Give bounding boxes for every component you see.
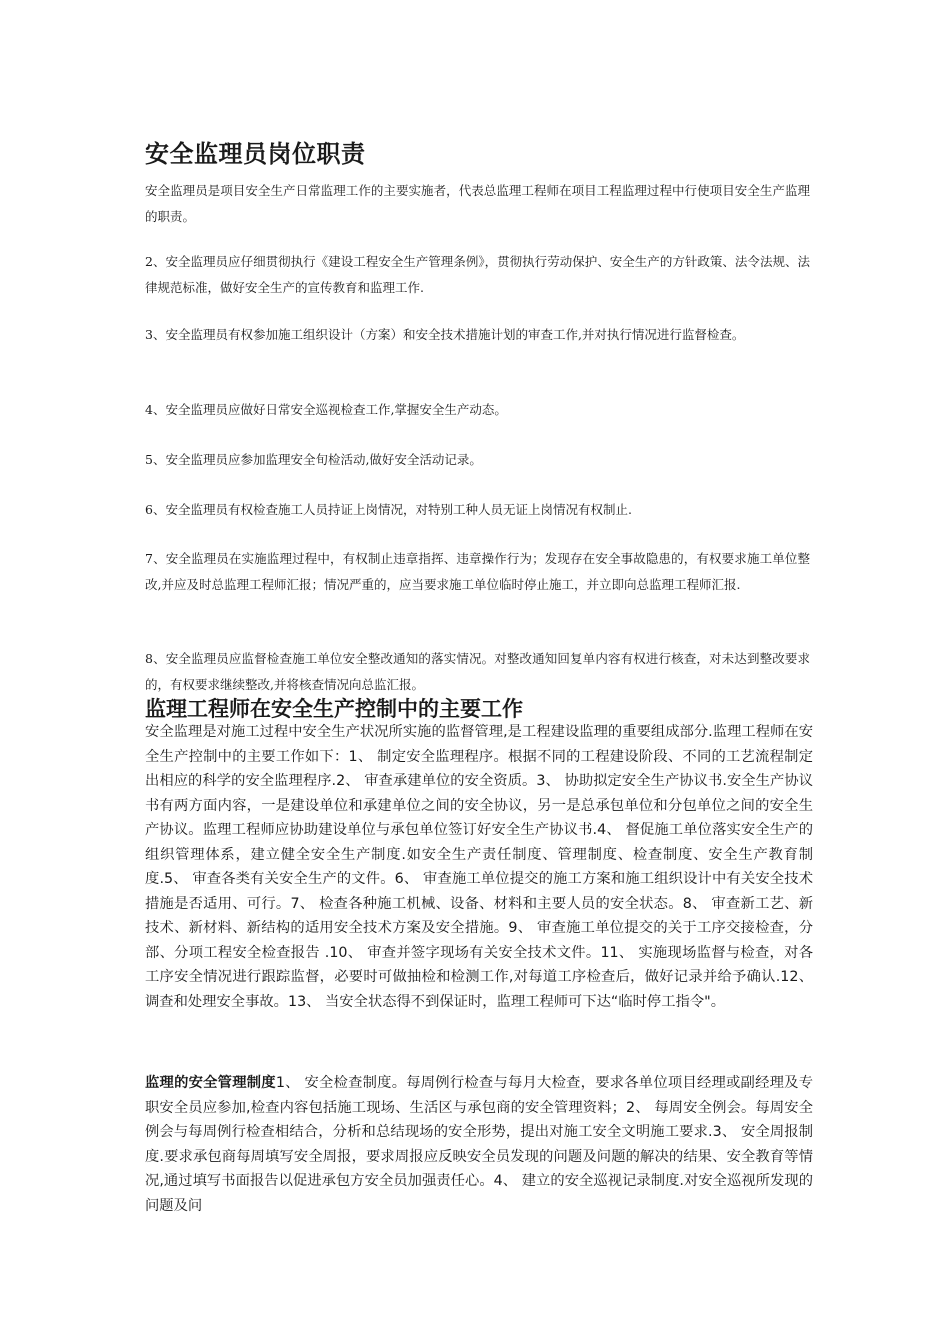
section2-body: 安全监理是对施工过程中安全生产状况所实施的监督管理,是工程建设监理的重要组成部分.监理工程师在安全生产控制中的主要工作如下：1、 制定安全监理程序。根据不同的工程建设阶段、不同的工艺流程制定出相应的科学的安全监理程序.2、 审查承建单位的安全资质。3、 协助拟定安全生产协议书.安全生产协议书有两方面内容，一是建设单位和承建单位之间的安全协议，另一是总承包单位和分包单位之间的安全生产协议。监理工程师应协助建设单位与承包单位签订好安全生产协议书.4、 督促施工单位落实安全生产的组织管理体系，建立健全安全生产制度.如安全生产责任制度、管理制度、检查制度、安全生产教育制度.5、 审查各类有关安全生产的文件。6、 审查施工单位提交的施工方案和施工组织设计中有关安全技术措施是否适用、可行。7、 检查各种施工机械、设备、材料和主要人员的安全状态。8、 审查新工艺、新技术、新材料、新结构的适用安全技术方案及安全措施。9、 审查施工单位提交的关于工序交接检查，分部、分项工程安全检查报告 .10、 审查并签字现场有关安全技术文件。11、 实施现场监督与检查，对各工序安全情况进行跟踪监督，必要时可做抽检和检测工作,对每道工序检查后，做好记录并给予确认.12、 调查和处理安全事故。13、 当安全状态得不到保证时，监理工程师可下达“临时停工指令"。 <box>145 724 813 1010</box>
section1-item-6: 6、安全监理员有权检查施工人员持证上岗情况，对特别工种人员无证上岗情况有权制止. <box>145 502 632 517</box>
section1-item-7: 7、安全监理员在实施监理过程中，有权制止违章指挥、违章操作行为；发现存在安全事故隐患的，有权要求施工单位整改,并应及时总监理工程师汇报；情况严重的，应当要求施工单位临时停止施工，并立即向总监理工程师汇报. <box>145 551 810 592</box>
section1-item-8: 8、安全监理员应监督检查施工单位安全整改通知的落实情况。对整改通知回复单内容有权进行核查，对未达到整改要求的，有权要求继续整改,并将核查情况向总监汇报。 <box>145 651 810 692</box>
management-body: 1、 安全检查制度。每周例行检查与每月大检查，要求各单位项目经理或副经理及专职安全员应参加,检查内容包括施工现场、生活区与承包商的安全管理资料；2、 每周安全例会。每周安全例会与每周例行检查相结合，分析和总结现场的安全形势，提出对施工安全文明施工要求.3、 安全周报制度.要求承包商每周填写安全周报，要求周报应反映安全员发现的问题及问题的解决的结果、安全教育等情况,通过填写书面报告以促进承包方安全员加强责任心。4、 建立的安全巡视记录制度.对安全巡视所发现的问题及问 <box>145 1075 814 1214</box>
section1-title: 安全监理员岗位职责 <box>145 140 366 168</box>
section2-title: 监理工程师在安全生产控制中的主要工作 <box>145 697 523 721</box>
section1-item-5: 5、安全监理员应参加监理安全旬检活动,做好安全活动记录。 <box>145 452 482 467</box>
section1-intro-paragraph: 安全监理员是项目安全生产日常监理工作的主要实施者，代表总监理工程师在项目工程监理过程中行使项目安全生产监理的职责。 <box>145 183 810 224</box>
management-subheading: 监理的安全管理制度 <box>145 1075 276 1091</box>
section2-management-paragraph <box>145 1071 813 1218</box>
section1-item-3: 3、安全监理员有权参加施工组织设计（方案）和安全技术措施计划的审查工作,并对执行情况进行监督检查。 <box>145 327 745 342</box>
section1-item-2: 2、安全监理员应仔细贯彻执行《建设工程安全生产管理条例》，贯彻执行劳动保护、安全生产的方针政策、法令法规、法律规范标准，做好安全生产的宣传教育和监理工作. <box>145 254 810 295</box>
section1-item-4: 4、安全监理员应做好日常安全巡视检查工作,掌握安全生产动态。 <box>145 402 507 417</box>
